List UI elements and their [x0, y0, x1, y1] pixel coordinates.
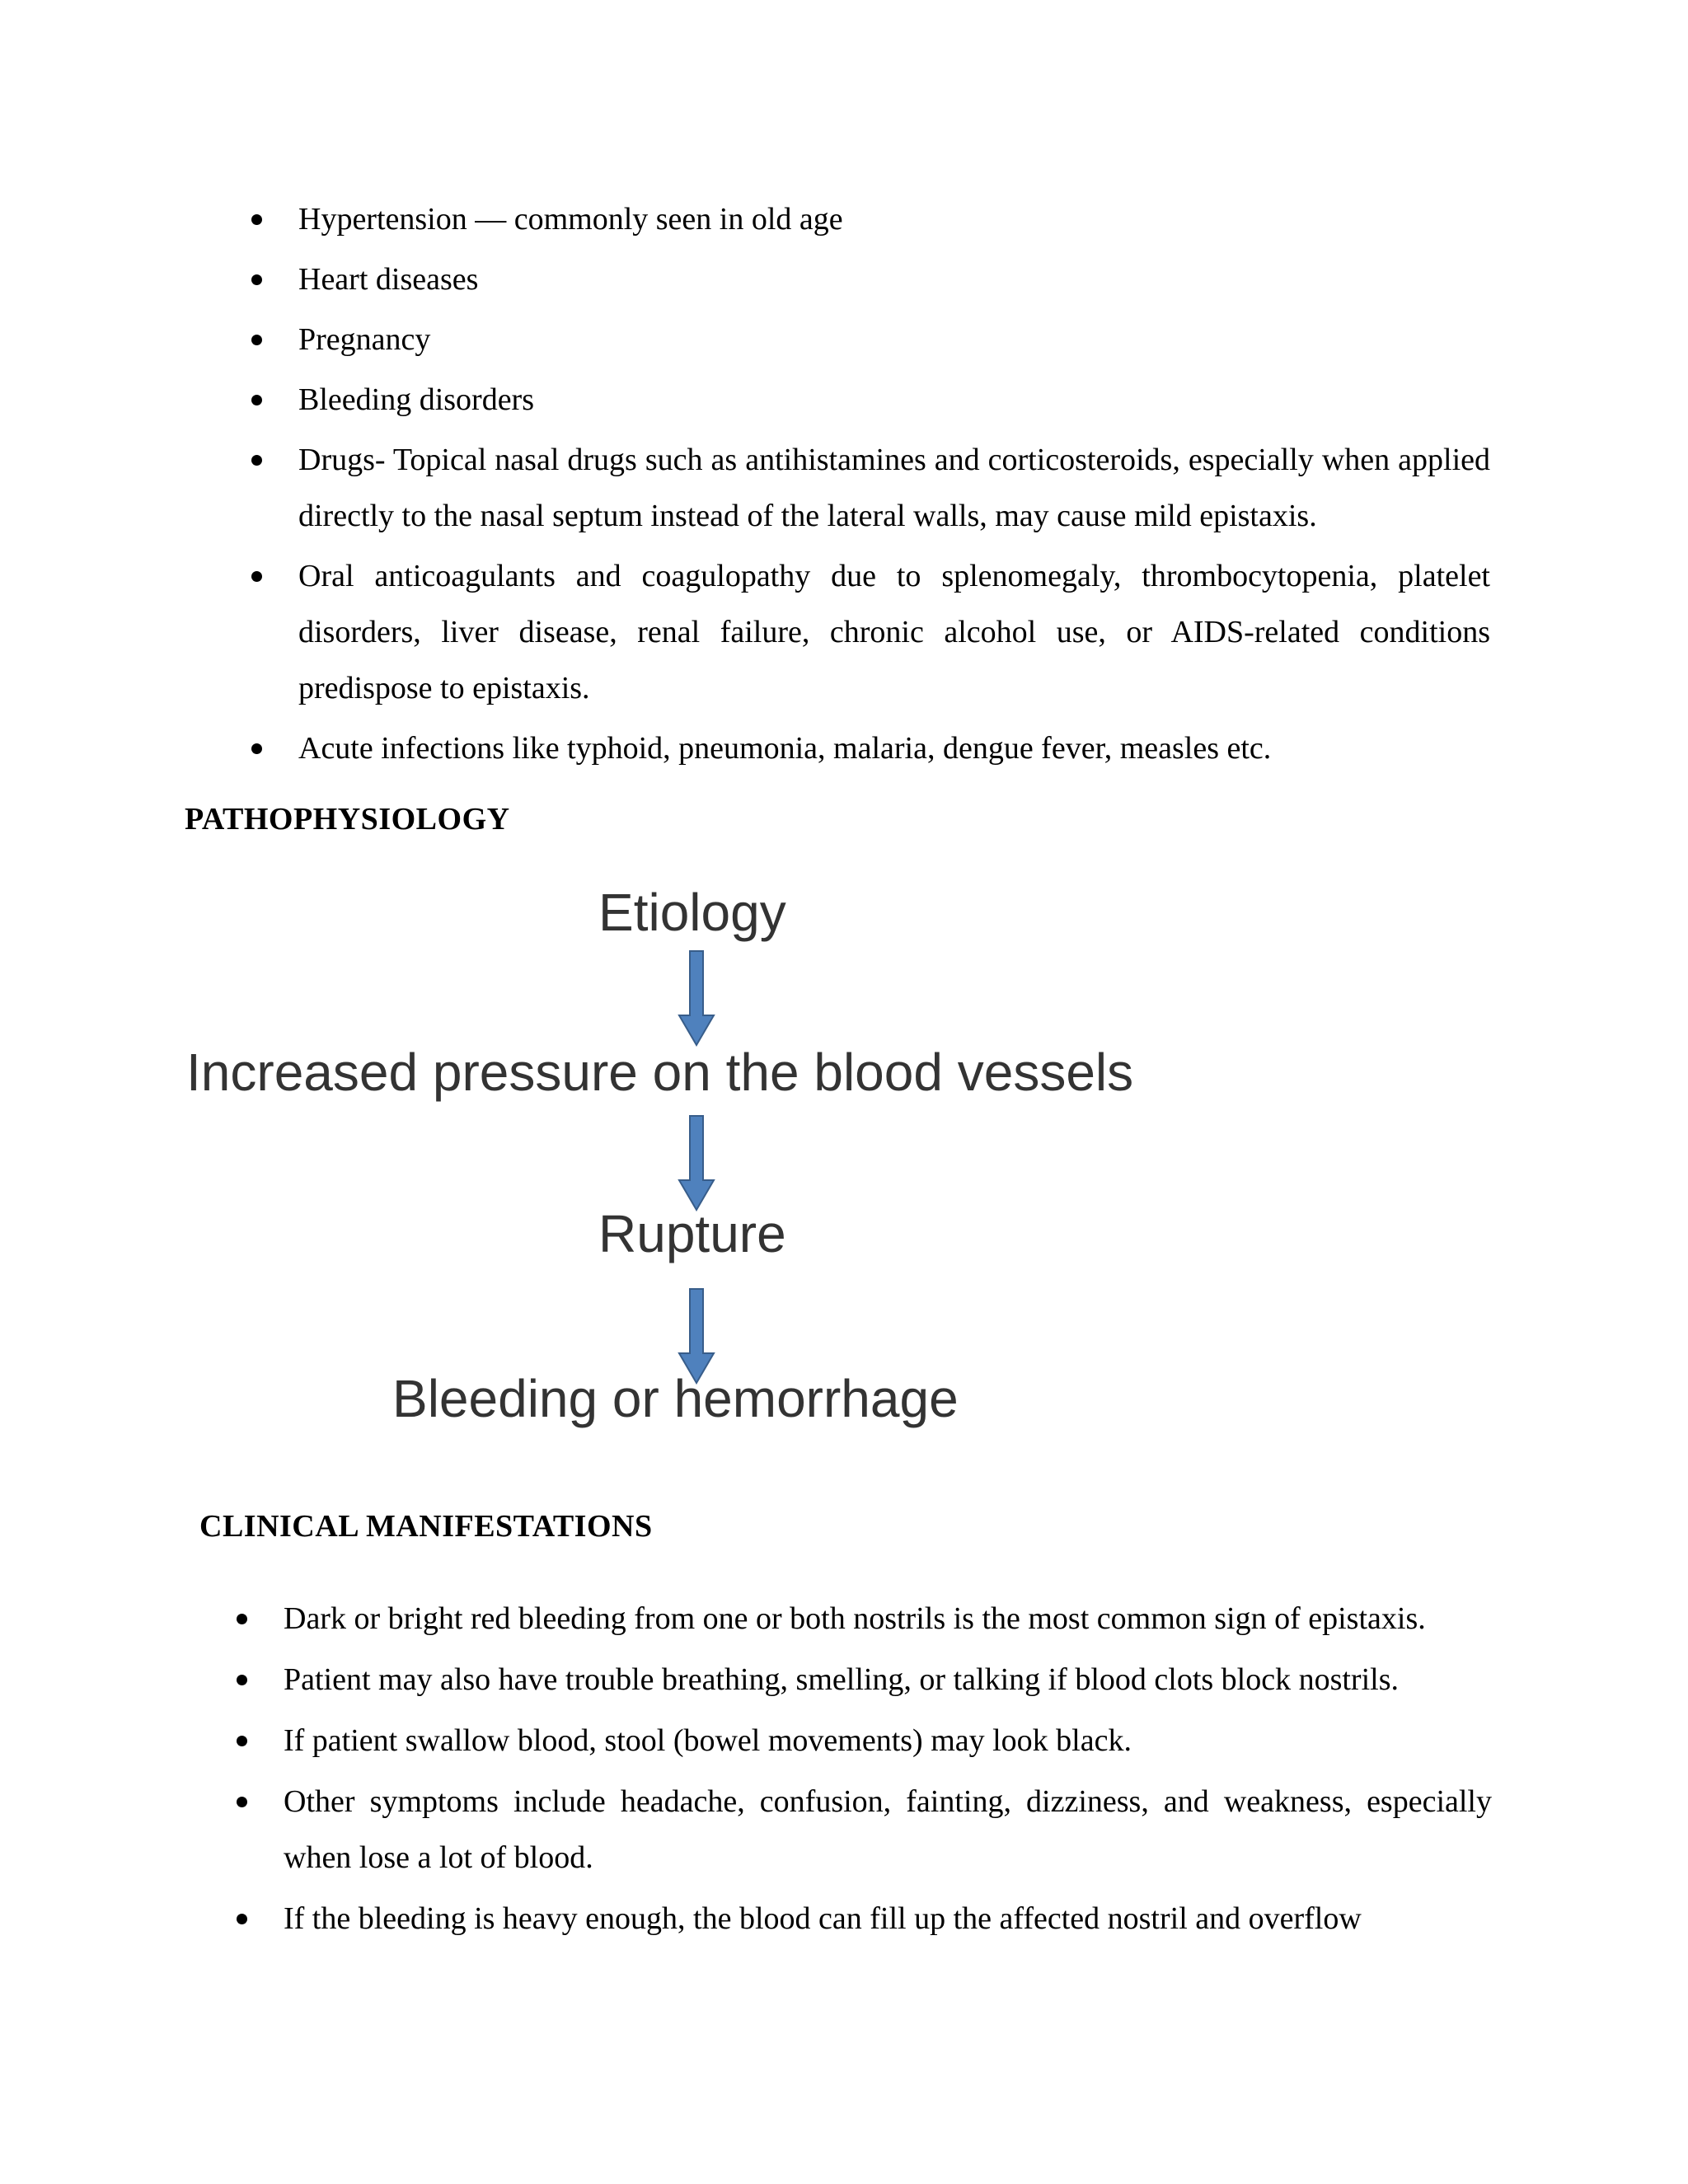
clinical-manifestations-heading: CLINICAL MANIFESTATIONS: [199, 1509, 653, 1544]
list-item: [298, 251, 1490, 307]
list-item-text: Oral anticoagulants and coagulopathy due to splenomegaly, thrombocytopenia, platelet disorders, liver disease, renal failure, chronic alcohol use, or AIDS-related conditions predispose to epistaxis.: [298, 559, 1490, 705]
list-item-text: Patient may also have trouble breathing, smelling, or talking if blood clots block nostrils.: [284, 1662, 1399, 1697]
bullet-icon: [251, 743, 262, 754]
clinical-manifestations-list: [284, 1591, 1492, 1952]
list-item-text: Bleeding disorders: [298, 382, 535, 417]
pathophysiology-heading: PATHOPHYSIOLOGY: [185, 802, 510, 837]
flow-step-etiology: Etiology: [598, 883, 786, 942]
bullet-icon: [251, 571, 262, 582]
list-item-text: Hypertension — commonly seen in old age: [298, 202, 843, 237]
list-item-text: Heart diseases: [298, 262, 479, 297]
list-item: [284, 1652, 1492, 1708]
list-item: [298, 372, 1490, 428]
list-item: [284, 1713, 1492, 1769]
bullet-icon: [237, 1614, 247, 1624]
bullet-icon: [251, 455, 262, 466]
list-item-text: Drugs- Topical nasal drugs such as antihistamines and corticosteroids, especially when applied directly to the nasal septum instead of the lateral walls, may cause mild epistaxis.: [298, 443, 1490, 533]
bullet-icon: [251, 395, 262, 405]
risk-factor-list: [298, 191, 1490, 780]
flow-step-bleeding: Bleeding or hemorrhage: [392, 1369, 959, 1428]
bullet-icon: [237, 1797, 247, 1807]
down-arrow-icon: [676, 1114, 717, 1213]
list-item: [284, 1591, 1492, 1647]
down-arrow-icon: [676, 949, 717, 1048]
flow-step-increased-pressure: Increased pressure on the blood vessels: [186, 1043, 1134, 1102]
list-item: [298, 432, 1490, 544]
list-item: [298, 548, 1490, 716]
list-item-text: Acute infections like typhoid, pneumonia, malaria, dengue fever, measles etc.: [298, 731, 1272, 766]
list-item-text: If the bleeding is heavy enough, the blood can fill up the affected nostril and overflow: [284, 1901, 1362, 1936]
bullet-icon: [251, 274, 262, 285]
bullet-icon: [251, 214, 262, 225]
list-item: [298, 312, 1490, 368]
bullet-icon: [237, 1914, 247, 1924]
list-item: [284, 1891, 1492, 1947]
list-item-text: If patient swallow blood, stool (bowel movements) may look black.: [284, 1723, 1132, 1758]
list-item-text: Pregnancy: [298, 322, 431, 357]
pathophysiology-flowchart: [0, 865, 1688, 1442]
list-item-text: Other symptoms include headache, confusion, fainting, dizziness, and weakness, especially when lose a lot of blood.: [284, 1784, 1492, 1875]
list-item: [284, 1774, 1492, 1886]
list-item: [298, 720, 1490, 776]
list-item: [298, 191, 1490, 247]
flow-step-rupture: Rupture: [598, 1204, 786, 1263]
bullet-icon: [237, 1736, 247, 1746]
bullet-icon: [251, 335, 262, 345]
bullet-icon: [237, 1675, 247, 1685]
list-item-text: Dark or bright red bleeding from one or both nostrils is the most common sign of epistaxis.: [284, 1601, 1426, 1636]
